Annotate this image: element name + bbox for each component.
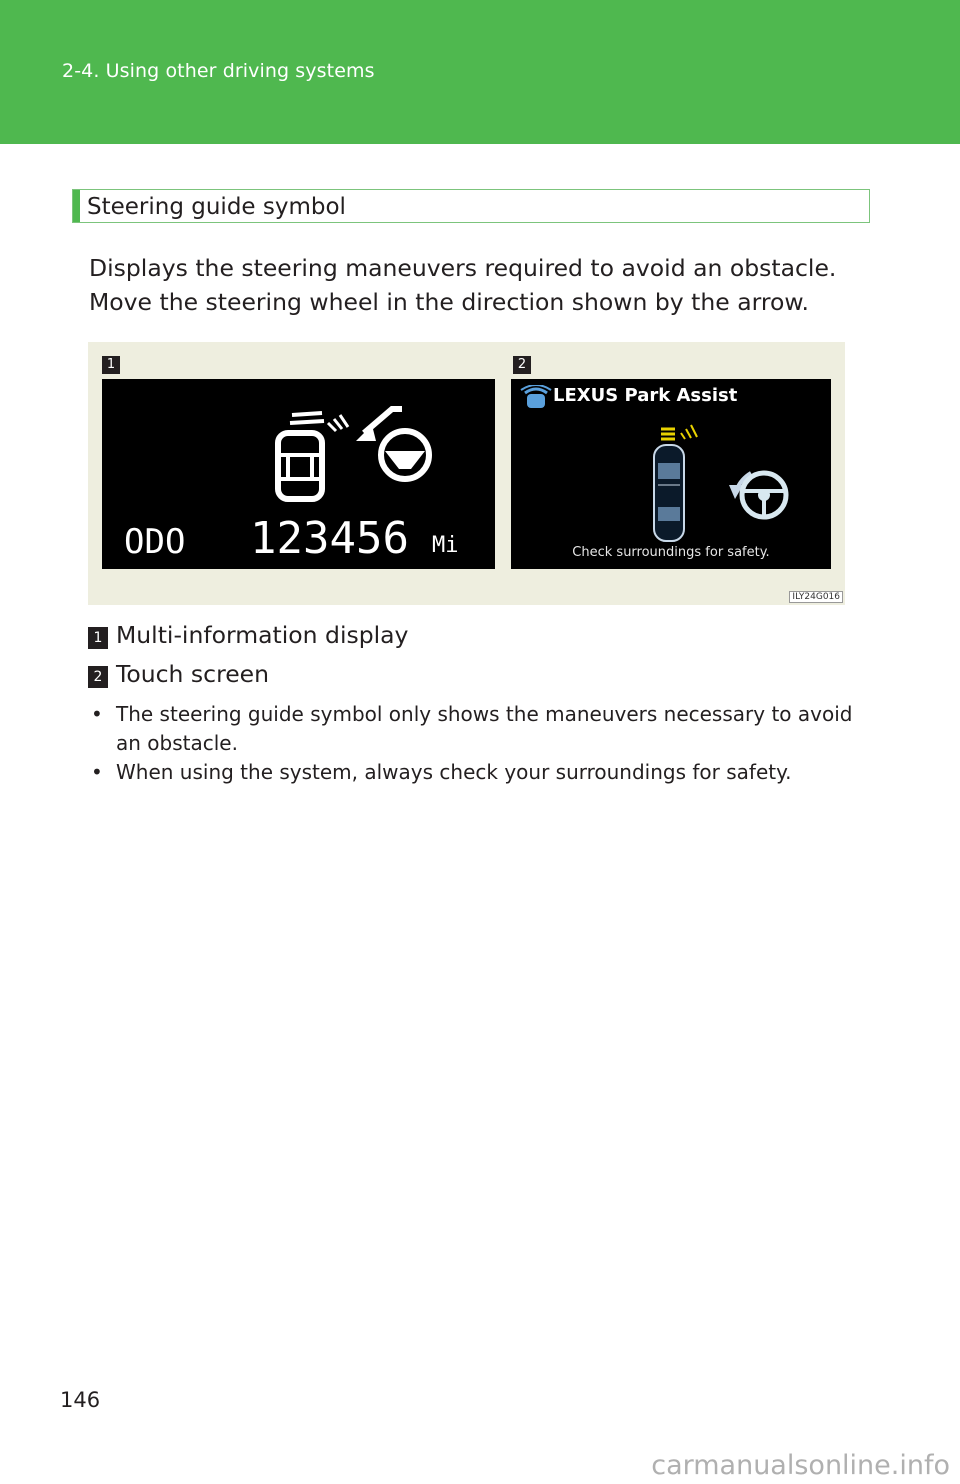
- park-assist-icon: [519, 385, 553, 411]
- odo-value: 123456: [250, 513, 409, 564]
- figure-number-1: 1: [102, 356, 120, 374]
- odo-unit: Mi: [432, 533, 459, 558]
- section-heading: [72, 189, 870, 223]
- list-item: [89, 758, 879, 787]
- bullet-text: When using the system, always check your surroundings for safety.: [116, 760, 792, 784]
- touch-screen-caption: Check surroundings for safety.: [572, 545, 770, 560]
- watermark: carmanualsonline.info: [651, 1450, 950, 1481]
- touch-screen-panel: [511, 379, 831, 569]
- figure-number-2: 2: [513, 356, 531, 374]
- odo-label: ODO: [124, 522, 186, 562]
- display-illustration: [88, 342, 845, 605]
- intro-paragraph: Displays the steering maneuvers required to avoid an obstacle. Move the steering wheel in the direction shown by the arrow.: [89, 254, 837, 316]
- chapter-header: [0, 0, 960, 144]
- chapter-title: 2-4. Using other driving systems: [62, 60, 375, 82]
- legend-label: Touch screen: [116, 660, 270, 688]
- legend-label: Multi-information display: [116, 621, 409, 649]
- section-title: Steering guide symbol: [87, 194, 346, 220]
- car-steering-guide-icon: [511, 415, 831, 545]
- bullet-dot: •: [91, 702, 103, 726]
- section-accent-bar: [73, 190, 80, 222]
- figure-code: ILY24G016: [789, 591, 843, 603]
- bullet-dot: •: [91, 760, 103, 784]
- bullet-text: The steering guide symbol only shows the maneuvers necessary to avoid an obstacle.: [116, 702, 853, 755]
- park-assist-title: LEXUS Park Assist: [553, 385, 738, 406]
- notes-list: [89, 700, 879, 787]
- multi-information-display-panel: [102, 379, 495, 569]
- legend-number-box: 1: [88, 627, 108, 649]
- legend-item-2: [88, 660, 269, 688]
- legend-item-1: [88, 621, 408, 649]
- list-item: [89, 700, 879, 758]
- legend-number-box: 2: [88, 666, 108, 688]
- page-number: 146: [60, 1388, 101, 1412]
